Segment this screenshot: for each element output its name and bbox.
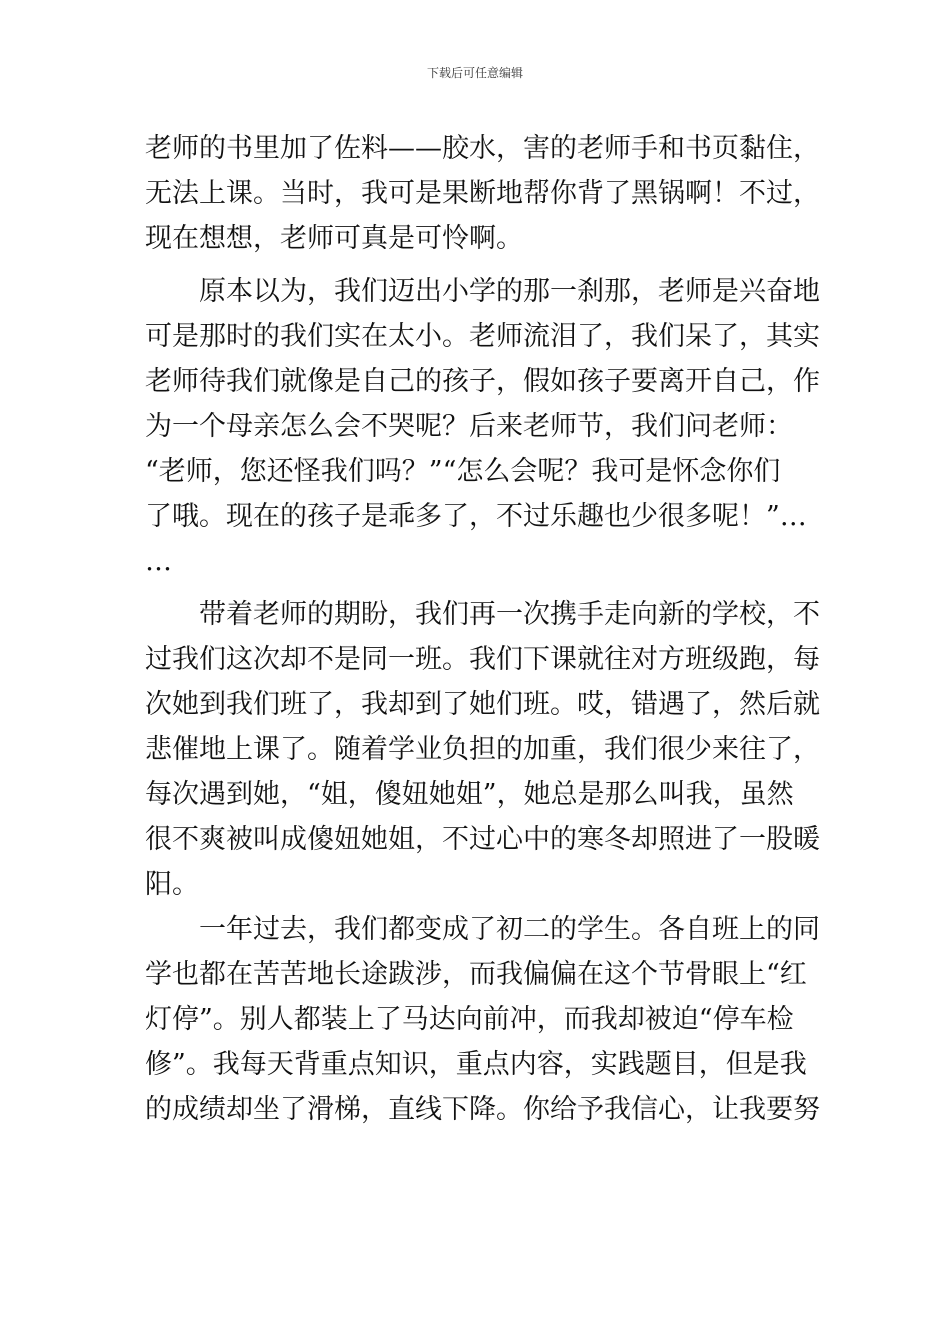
- text-line: 老师待我们就像是自己的孩子，假如孩子要离开自己，作: [145, 366, 820, 397]
- text-line: 次她到我们班了，我却到了她们班。哎，错遇了，然后就: [145, 689, 820, 720]
- paragraph: [145, 592, 820, 907]
- text-line: “老师，您还怪我们吗？”“怎么会呢？我可是怀念你们: [145, 456, 781, 487]
- text-line: 很不爽被叫成傻妞她姐，不过心中的寒冬却照进了一股暖: [145, 824, 820, 855]
- text-line: …: [145, 546, 172, 577]
- text-line: 灯停”。别人都装上了马达向前冲，而我却被迫“停车检: [145, 1004, 794, 1035]
- text-line: 一年过去，我们都变成了初二的学生。各自班上的同: [145, 914, 820, 945]
- text-line: 可是那时的我们实在太小。老师流泪了，我们呆了，其实: [145, 321, 820, 352]
- text-line: 的成绩却坐了滑梯，直线下降。你给予我信心，让我要努: [145, 1094, 820, 1125]
- text-line: 原本以为，我们迈出小学的那一刹那，老师是兴奋地: [145, 276, 820, 307]
- page-header: 下载后可任意编辑: [426, 66, 523, 80]
- text-line: 悲催地上课了。随着学业负担的加重，我们很少来往了，: [145, 734, 820, 765]
- paragraph: [145, 269, 820, 584]
- text-line: 老师的书里加了佐料——胶水，害的老师手和书页黏住，: [145, 133, 820, 164]
- text-line: 为一个母亲怎么会不哭呢？后来老师节，我们问老师：: [145, 411, 793, 442]
- text-line: 现在想想，老师可真是可怜啊。: [145, 223, 523, 254]
- text-line: 修”。我每天背重点知识，重点内容，实践题目，但是我: [145, 1049, 807, 1080]
- text-line: 学也都在苦苦地长途跋涉，而我偏偏在这个节骨眼上“红: [145, 959, 807, 990]
- text-line: 阳。: [145, 869, 199, 900]
- text-line: 每次遇到她，“姐，傻妞她姐”，她总是那么叫我，虽然: [145, 779, 794, 810]
- text-line: 了哦。现在的孩子是乖多了，不过乐趣也少很多呢！”…: [145, 501, 807, 532]
- text-line: 带着老师的期盼，我们再一次携手走向新的学校，不: [145, 599, 820, 630]
- paragraph: [145, 126, 820, 261]
- document-body: [145, 126, 820, 1132]
- text-line: 过我们这次却不是同一班。我们下课就往对方班级跑，每: [145, 644, 820, 675]
- text-line: 无法上课。当时，我可是果断地帮你背了黑锅啊！不过，: [145, 178, 820, 209]
- paragraph: [145, 907, 820, 1132]
